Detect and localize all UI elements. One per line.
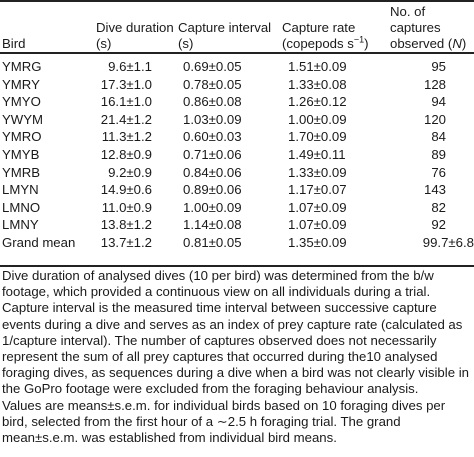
- cell-capture-interval: 0.89±0.06: [183, 182, 242, 198]
- cell-dive-duration: 17.3±1.0: [100, 76, 152, 92]
- table-row: [0, 56, 474, 76]
- bottom-rule: [0, 265, 474, 267]
- cell-capture-interval: 0.81±0.05: [183, 234, 242, 250]
- table-footnotes: [2, 268, 474, 446]
- cell-captures-observed: 76: [431, 164, 446, 180]
- cell-capture-rate: 1.07±0.09: [288, 217, 347, 233]
- cell-dive-duration: 16.1±1.0: [100, 94, 152, 110]
- cell-dive-duration: 11.0±0.9: [101, 199, 152, 215]
- cell-bird: Grand mean: [2, 234, 76, 250]
- cell-dive-duration: 13.8±1.2: [100, 217, 152, 233]
- table-row: [0, 128, 474, 146]
- cell-capture-interval: 0.60±0.03: [183, 129, 242, 145]
- footnote-values: Values are means±s.e.m. for individual birds based on 10 foraging dives per bird, selected from the first hour of a ∼2.5 h foraging trial. The grand mean±s.e.m. was established from individual bird means.: [2, 397, 446, 446]
- cell-capture-rate: 1.26±0.12: [288, 94, 347, 110]
- cell-capture-rate: 1.33±0.08: [288, 76, 347, 92]
- cell-bird: YMYO: [2, 94, 41, 110]
- cell-capture-rate: 1.49±0.11: [288, 146, 346, 162]
- cell-bird: YMRY: [2, 76, 40, 92]
- cell-bird: LMNY: [2, 217, 39, 233]
- table-row: [0, 111, 474, 129]
- cell-capture-interval: 0.69±0.05: [183, 59, 242, 74]
- cell-captures-observed: 94: [431, 94, 446, 110]
- cell-capture-rate: 1.00±0.09: [288, 111, 347, 127]
- footnote-dive-duration: Dive duration of analysed dives (10 per bird) was determined from the b/w footage, which provided a continuous view on all individuals during a trial.: [2, 268, 434, 300]
- cell-captures-observed: 92: [431, 217, 446, 233]
- cell-dive-duration: 21.4±1.2: [100, 111, 152, 127]
- cell-captures-observed: 99.7±6.8: [422, 234, 474, 250]
- header-capture-rate: Capture rate (copepods $s^{-1}$): [282, 20, 369, 51]
- cell-dive-duration: 13.7±1.2: [100, 234, 152, 250]
- footnote-capture-interval: Capture interval is the measured time interval between successive capture events during a dive and serves as an index of prey capture rate (calculated as 1/capture interval). The number of captures observed does not necessarily represent the sum of all prey captures that occurred during the10 analysed foraging dives, as sequences during a dive when a bird was not clearly visible in the GoPro footage were excluded from the foraging behaviour analysis.: [2, 300, 469, 397]
- cell-dive-duration: 9.2±0.9: [108, 164, 152, 180]
- table-row: [0, 164, 474, 182]
- cell-capture-interval: 0.78±0.05: [183, 76, 242, 92]
- cell-capture-rate: 1.07±0.09: [288, 199, 347, 215]
- cell-captures-observed: 120: [423, 111, 446, 127]
- cell-capture-rate: 1.70±0.09: [288, 129, 347, 145]
- table-row: [0, 146, 474, 164]
- cell-bird: YWYM: [2, 111, 44, 127]
- header-capture-interval: Capture interval (s): [178, 20, 272, 51]
- cell-capture-interval: 0.84±0.06: [183, 164, 242, 180]
- cell-dive-duration: 12.8±0.9: [100, 146, 152, 162]
- cell-dive-duration: 9.6±1.1: [108, 59, 152, 74]
- cell-captures-observed: 95: [431, 59, 446, 74]
- cell-capture-interval: 0.86±0.08: [183, 94, 242, 110]
- cell-bird: LMYN: [2, 182, 39, 198]
- table-row: [0, 199, 474, 217]
- cell-capture-interval: 1.03±0.09: [183, 111, 242, 127]
- cell-captures-observed: 89: [431, 146, 446, 162]
- header-dive-duration: Dive duration (s): [96, 20, 174, 51]
- cell-bird: LMNO: [2, 199, 41, 215]
- cell-bird: YMRG: [2, 59, 42, 74]
- cell-capture-rate: 1.33±0.09: [288, 164, 347, 180]
- cell-captures-observed: 84: [431, 129, 446, 145]
- table-row: [0, 234, 474, 252]
- table-row: [0, 216, 474, 234]
- cell-capture-interval: 1.00±0.09: [183, 199, 242, 215]
- cell-capture-interval: 0.71±0.06: [183, 146, 242, 162]
- cell-dive-duration: 11.3±1.2: [101, 129, 152, 145]
- table-row: [0, 76, 474, 94]
- cell-capture-rate: 1.51±0.09: [288, 59, 347, 74]
- cell-capture-rate: 1.17±0.07: [288, 182, 347, 198]
- cell-capture-rate: 1.35±0.09: [288, 234, 347, 250]
- header-row: [0, 0, 474, 56]
- cell-dive-duration: 14.9±0.6: [100, 182, 152, 198]
- table-row: [0, 181, 474, 199]
- cell-captures-observed: 128: [423, 76, 446, 92]
- cell-captures-observed: 82: [431, 199, 446, 215]
- cell-bird: YMRO: [2, 129, 42, 145]
- header-captures-observed: No. of captures observed (N): [390, 4, 467, 51]
- cell-capture-interval: 1.14±0.08: [183, 217, 242, 233]
- cell-bird: YMYB: [2, 146, 40, 162]
- header-bird: Bird: [2, 36, 26, 51]
- cell-bird: YMRB: [2, 164, 41, 180]
- table-row: [0, 93, 474, 111]
- cell-captures-observed: 143: [423, 182, 446, 198]
